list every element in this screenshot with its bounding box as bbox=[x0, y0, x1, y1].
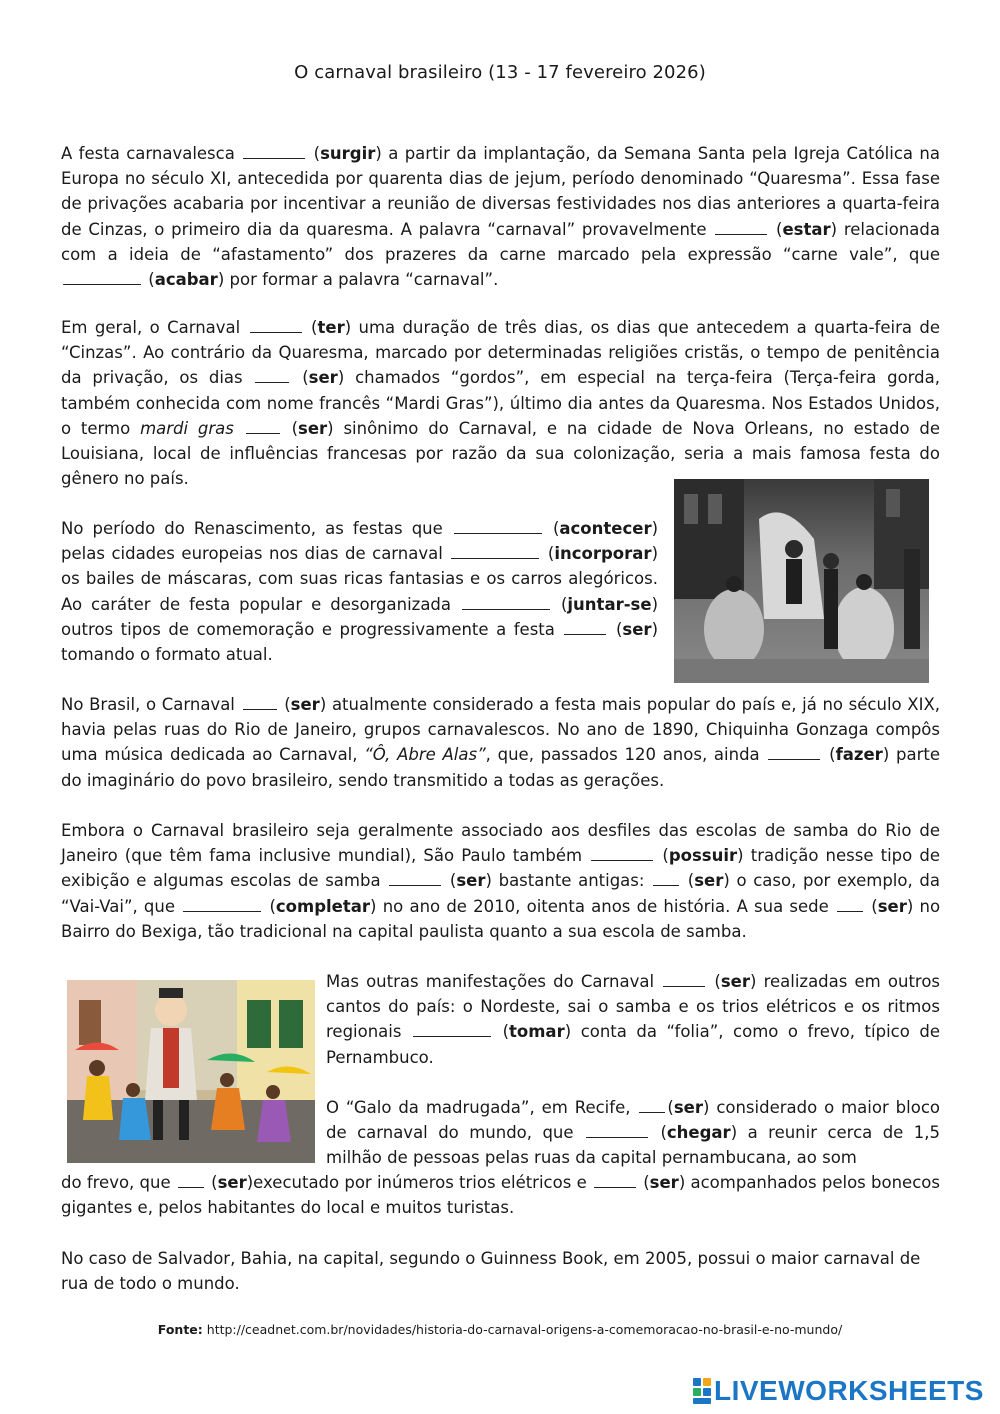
blank-field[interactable] bbox=[250, 331, 302, 333]
verb-hint: ser bbox=[673, 1098, 703, 1117]
blank-field[interactable] bbox=[586, 1136, 648, 1138]
blank-field[interactable] bbox=[63, 283, 141, 285]
paragraph-galo-madrugada: O “Galo da madrugada”, em Recife, (ser) considerado o maior bloco de carnaval do mundo, que (chegar) a reunir cerca de 1,5 milhão de pessoas pelas ruas da capital pernambucana, ao som bbox=[326, 1098, 941, 1168]
paragraph-duration: Em geral, o Carnaval (ter) uma duração de três dias, os dias que antecedem a quarta-feira de “Cinzas”. Ao contrário da Quaresma, marcado por determinadas religiões cristãs, o tempo de penitência da privação, os dias (ser) chamados “gordos”, em especial na terça-feira (Terça-feira gorda, também conhecida com nome francês “Mardi Gras”), último dia antes da Quaresma. Nos Estados Unidos, o termo mardi gras (ser) sinônimo do Carnaval, e na cidade de Nova Orleans, no estado de Louisiana, local de influências francesas por razão da sua colonização, seria a mais famosa festa do gênero no país. bbox=[61, 318, 941, 489]
blank-field[interactable] bbox=[594, 1186, 636, 1188]
blank-field[interactable] bbox=[243, 708, 277, 710]
paragraph-sao-paulo: Embora o Carnaval brasileiro seja geralmente associado aos desfiles das escolas de samba do Rio de Janeiro (que têm fama inclusive mundial), São Paulo também (possuir) tradição nesse tipo de exibição e algumas escolas de samba (ser) bastante antigas: (ser) o caso, por exemplo, da “Vai-Vai”, que (completar) no ano de 2010, oitenta anos de história. A sua sede (ser) no Bairro do Bexiga, tão tradicional na capital paulista quanto a sua escola de samba. bbox=[61, 821, 941, 941]
verb-hint: ser bbox=[308, 368, 338, 388]
paragraph-galo-madrugada-continued: do frevo, que (ser)executado por inúmeros trios elétricos e (ser) acompanhados pelos bonecos gigantes e, pelos habitantes do local e muitos turistas. bbox=[61, 1173, 940, 1218]
verb-hint: tomar bbox=[509, 1022, 565, 1042]
verb-hint: chegar bbox=[666, 1123, 731, 1143]
verb-hint: ser bbox=[649, 1173, 679, 1192]
verb-hint: ser bbox=[720, 972, 750, 991]
source-citation: Fonte: http://ceadnet.com.br/novidades/historia-do-carnaval-origens-a-comemoracao-no-brasil-e-no-mundo/ bbox=[157, 1322, 843, 1337]
verb-hint: ser bbox=[290, 695, 320, 714]
verb-hint: surgir bbox=[320, 144, 376, 163]
historic-carnival-parade-photo bbox=[674, 479, 929, 683]
paragraph-brazil: No Brasil, o Carnaval (ser) atualmente considerado a festa mais popular do país e, já no século XIX, havia pelas ruas do Rio de Janeiro, grupos carnavalescos. No ano de 1890, Chiquinha Gonzaga compôs uma música dedicada ao Carnaval, “Ô, Abre Alas”, que, passados 120 anos, ainda (fazer) parte do imaginário do povo brasileiro, sendo transmitido a todas as gerações. bbox=[61, 695, 941, 790]
verb-hint: ser bbox=[622, 619, 652, 639]
paragraph-origin: A festa carnavalesca (surgir) a partir da implantação, da Semana Santa pela Igreja Católica na Europa no século XI, antecedida por quarenta dias de jejum, período denominado “Quaresma”. Essa fase de privações acabaria por incentivar a reunião de diversas festividades nos dias anteriores a quarta-feira de Cinzas, o primeiro dia da quaresma. A palavra “carnaval” provavelmente (estar) relacionada com a ideia de “afastamento” dos prazeres da carne marcado pela expressão “carne vale”, que (acabar) por formar a palavra “carnaval”. bbox=[61, 144, 941, 290]
paragraph-northeast: Mas outras manifestações do Carnaval (ser) realizadas em outros cantos do país: o Nordeste, sai o samba e os trios elétricos e os ritmos regionais (tomar) conta da “folia”, como o frevo, típico de Pernambuco. bbox=[326, 972, 941, 1067]
blank-field[interactable] bbox=[178, 1186, 204, 1188]
verb-hint: fazer bbox=[835, 745, 883, 765]
blank-field[interactable] bbox=[462, 608, 550, 610]
verb-hint: ter bbox=[317, 318, 345, 337]
blank-field[interactable] bbox=[653, 884, 679, 886]
page-title: O carnaval brasileiro (13 - 17 fevereiro 2026) bbox=[294, 62, 706, 83]
verb-hint: acabar bbox=[154, 270, 218, 290]
blank-field[interactable] bbox=[183, 910, 261, 912]
verb-hint: ser bbox=[456, 871, 486, 891]
blank-field[interactable] bbox=[451, 557, 539, 559]
verb-hint: ser bbox=[877, 896, 907, 916]
blank-field[interactable] bbox=[243, 157, 305, 159]
logo-text: LIVEWORKSHEETS bbox=[714, 1375, 984, 1406]
blank-field[interactable] bbox=[591, 859, 653, 861]
blank-field[interactable] bbox=[715, 233, 767, 235]
blank-field[interactable] bbox=[454, 532, 542, 534]
verb-hint: completar bbox=[275, 896, 371, 916]
liveworksheets-logo[interactable] bbox=[692, 1375, 984, 1407]
verb-hint: ser bbox=[694, 871, 724, 891]
paragraph-salvador: No caso de Salvador, Bahia, na capital, segundo o Guinness Book, em 2005, possui o maior carnaval de rua de todo o mundo. bbox=[61, 1249, 921, 1294]
verb-hint: possuir bbox=[668, 846, 738, 866]
verb-hint: ser bbox=[217, 1173, 247, 1192]
blank-field[interactable] bbox=[837, 910, 863, 912]
blank-field[interactable] bbox=[663, 985, 705, 987]
blank-field[interactable] bbox=[768, 758, 820, 760]
liveworksheets-logo-icon bbox=[692, 1377, 714, 1405]
verb-hint: estar bbox=[782, 219, 831, 239]
blank-field[interactable] bbox=[639, 1111, 665, 1113]
source-link[interactable]: http://ceadnet.com.br/novidades/historia-do-carnaval-origens-a-comemoracao-no-brasil-e-no-mundo/ bbox=[206, 1322, 843, 1337]
blank-field[interactable] bbox=[564, 633, 606, 635]
blank-field[interactable] bbox=[389, 884, 441, 886]
blank-field[interactable] bbox=[255, 381, 289, 383]
blank-field[interactable] bbox=[413, 1035, 491, 1037]
verb-hint: ser bbox=[298, 418, 328, 438]
paragraph-renaissance: No período do Renascimento, as festas que (acontecer) pelas cidades europeias nos dias de carnaval (incorporar) os bailes de máscaras, com suas ricas fantasias e os carros alegóricos. Ao caráter de festa popular e desorganizada (juntar-se) outros tipos de comemoração e progressivamente a festa (ser) tomando o formato atual. bbox=[61, 519, 659, 665]
blank-field[interactable] bbox=[246, 432, 280, 434]
verb-hint: acontecer bbox=[559, 519, 652, 538]
frevo-dancers-giant-puppet-photo bbox=[67, 980, 315, 1163]
verb-hint: incorporar bbox=[554, 544, 652, 564]
verb-hint: juntar-se bbox=[567, 594, 652, 614]
